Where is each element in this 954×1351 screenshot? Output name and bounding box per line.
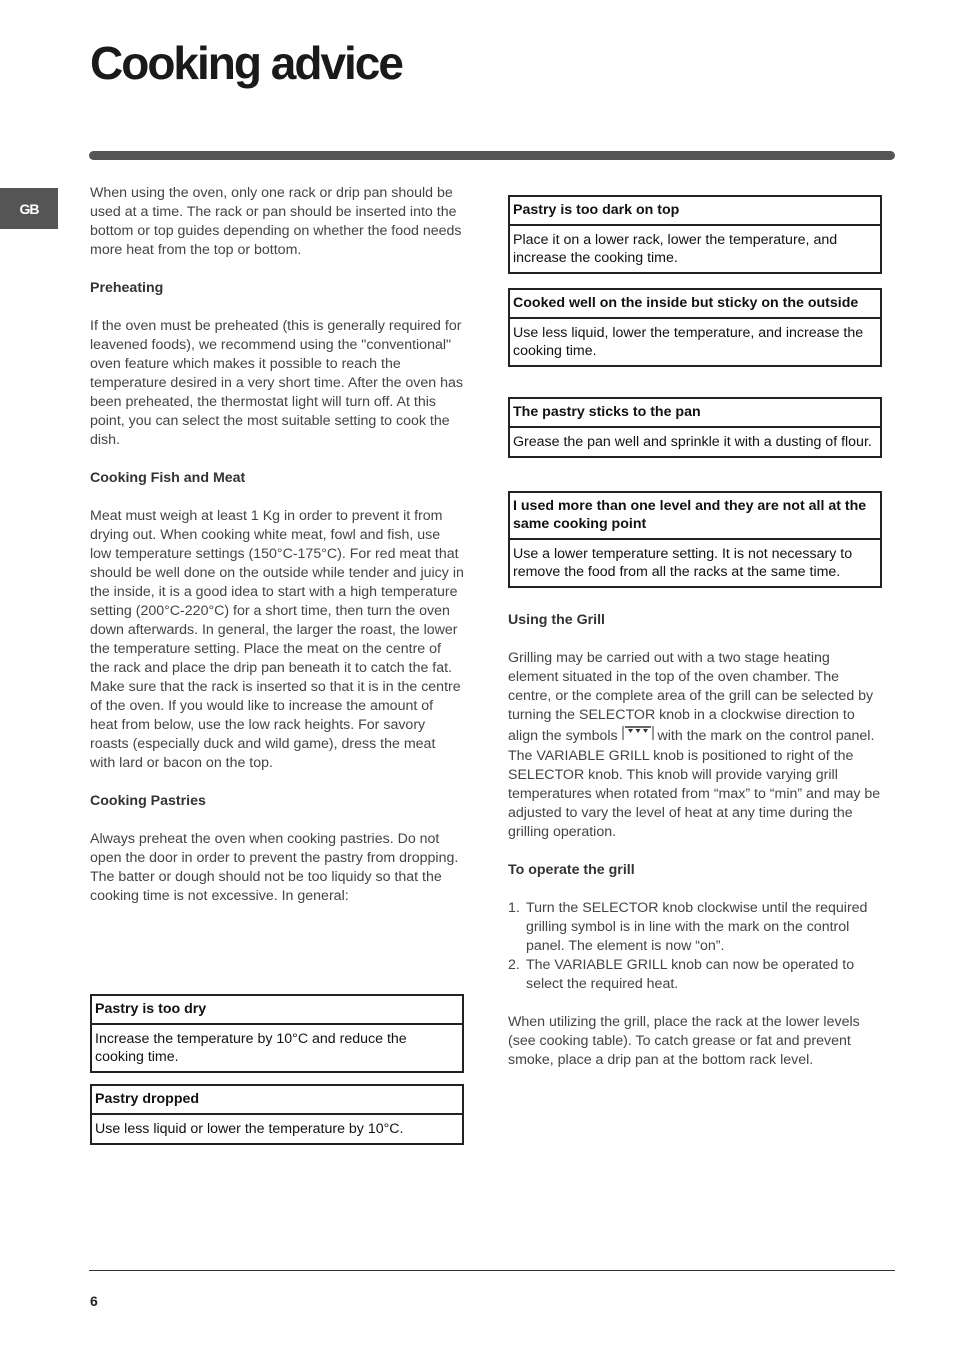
tip-box-title: Cooked well on the inside but sticky on the outside xyxy=(510,290,880,319)
language-tab: GB xyxy=(0,188,58,229)
fish-meat-heading: Cooking Fish and Meat xyxy=(90,470,246,486)
tip-box-sticks-to-pan xyxy=(508,397,882,458)
tip-box-title: Pastry is too dark on top xyxy=(510,197,880,226)
fish-meat-paragraph-2: Make sure that the rack is inserted so that it is in the centre of the oven. If you would like to increase the amount of heat from below, use the low rack heights. For savory roasts (especially duck and wild game), dress the meat with lard or bacon on the top. xyxy=(90,679,461,771)
tip-box-pastry-too-dry xyxy=(90,994,464,1073)
list-item: 2. The VARIABLE GRILL knob can now be operated to select the required heat. xyxy=(508,957,855,992)
grill-heading: Using the Grill xyxy=(508,612,605,628)
tip-box-sticky-outside xyxy=(508,288,882,367)
footer-divider xyxy=(89,1270,895,1271)
tip-box-title: The pastry sticks to the pan xyxy=(510,399,880,428)
tip-box-title: Pastry is too dry xyxy=(92,996,462,1025)
tip-box-body: Use less liquid, lower the temperature, and increase the cooking time. xyxy=(513,325,864,359)
tip-box-body: Grease the pan well and sprinkle it with a dusting of flour. xyxy=(513,434,872,450)
preheating-heading: Preheating xyxy=(90,280,164,296)
grill-text-after: with the mark on the control panel. The VARIABLE GRILL knob is positioned to right of the SELECTOR knob. This knob will provide varying grill temperatures when rotated from “max” to “min” and may be adjusted to vary the level of heat at any time during the grilling operation. xyxy=(508,727,881,840)
fish-meat-paragraph-1: Meat must weigh at least 1 Kg in order to prevent it from drying out. When cooking white meat, fowl and fish, use low temperature settings (150°C-175°C). For red meat that should be well done on the outside while tender and juicy in the inside, it is a good idea to start with a high temperature setting (200°C-220°C) for a short time, then turn the oven down afterwards. In general, the larger the roast, the lower the temperature setting. Place the meat on the centre of the rack and place the drip pan beneath it to catch the fat. xyxy=(90,508,464,676)
grill-closing-paragraph: When utilizing the grill, place the rack at the lower levels (see cooking table). To catch grease or fat and prevent smoke, place a drip pan at the bottom rack level. xyxy=(508,1014,860,1068)
grill-text-before: Grilling may be carried out with a two stage heating element situated in the top of the oven chamber. The centre, or the complete area of the grill can be selected by turning the SELECTOR knob in a clockwise direction to align the symbols xyxy=(508,650,874,744)
right-column xyxy=(508,611,882,1089)
pastries-paragraph-1: Always preheat the oven when cooking pastries. Do not open the door in order to prevent the pastry from dropping. xyxy=(90,831,459,866)
list-item: 1. Turn the SELECTOR knob clockwise until the required grilling symbol is in line with the mark on the control panel. The element is now “on”. xyxy=(508,900,868,954)
grill-symbol-icon xyxy=(622,725,654,747)
grill-paragraph xyxy=(508,649,882,842)
tip-box-pastry-dropped xyxy=(90,1084,464,1145)
tip-box-body: Place it on a lower rack, lower the temperature, and increase the cooking time. xyxy=(513,232,838,266)
tip-box-body: Use less liquid or lower the temperature by 10°C. xyxy=(95,1121,404,1137)
page-number: 6 xyxy=(90,1293,98,1309)
tip-box-body: Increase the temperature by 10°C and reduce the cooking time. xyxy=(95,1031,407,1065)
preheating-paragraph: If the oven must be preheated (this is generally required for leavened foods), we recommend using the "conventional" oven feature which makes it possible to reach the temperature desired in a very short time. After the oven has been preheated, the thermostat light will turn off. At this point, you can select the most suitable setting to cook the dish. xyxy=(90,318,464,448)
pastries-paragraph-2: The batter or dough should not be too liquidy so that the cooking time is not excessive. In general: xyxy=(90,869,442,904)
left-column xyxy=(90,184,464,925)
pastries-heading: Cooking Pastries xyxy=(90,793,206,809)
tip-box-too-dark xyxy=(508,195,882,274)
title-divider-bar xyxy=(89,151,895,160)
intro-paragraph: When using the oven, only one rack or drip pan should be used at a time. The rack or pan should be inserted into the bottom or top guides depending on whether the food needs more heat from the top or bottom. xyxy=(90,185,462,258)
tip-box-title: Pastry dropped xyxy=(92,1086,462,1115)
tip-box-body: Use a lower temperature setting. It is not necessary to remove the food from all the racks at the same time. xyxy=(513,546,853,580)
tip-box-multiple-levels xyxy=(508,491,882,588)
operate-steps-list xyxy=(508,899,882,994)
page-title: Cooking advice xyxy=(90,37,402,89)
operate-grill-heading: To operate the grill xyxy=(508,862,635,878)
tip-box-title: I used more than one level and they are not all at the same cooking point xyxy=(510,493,880,540)
